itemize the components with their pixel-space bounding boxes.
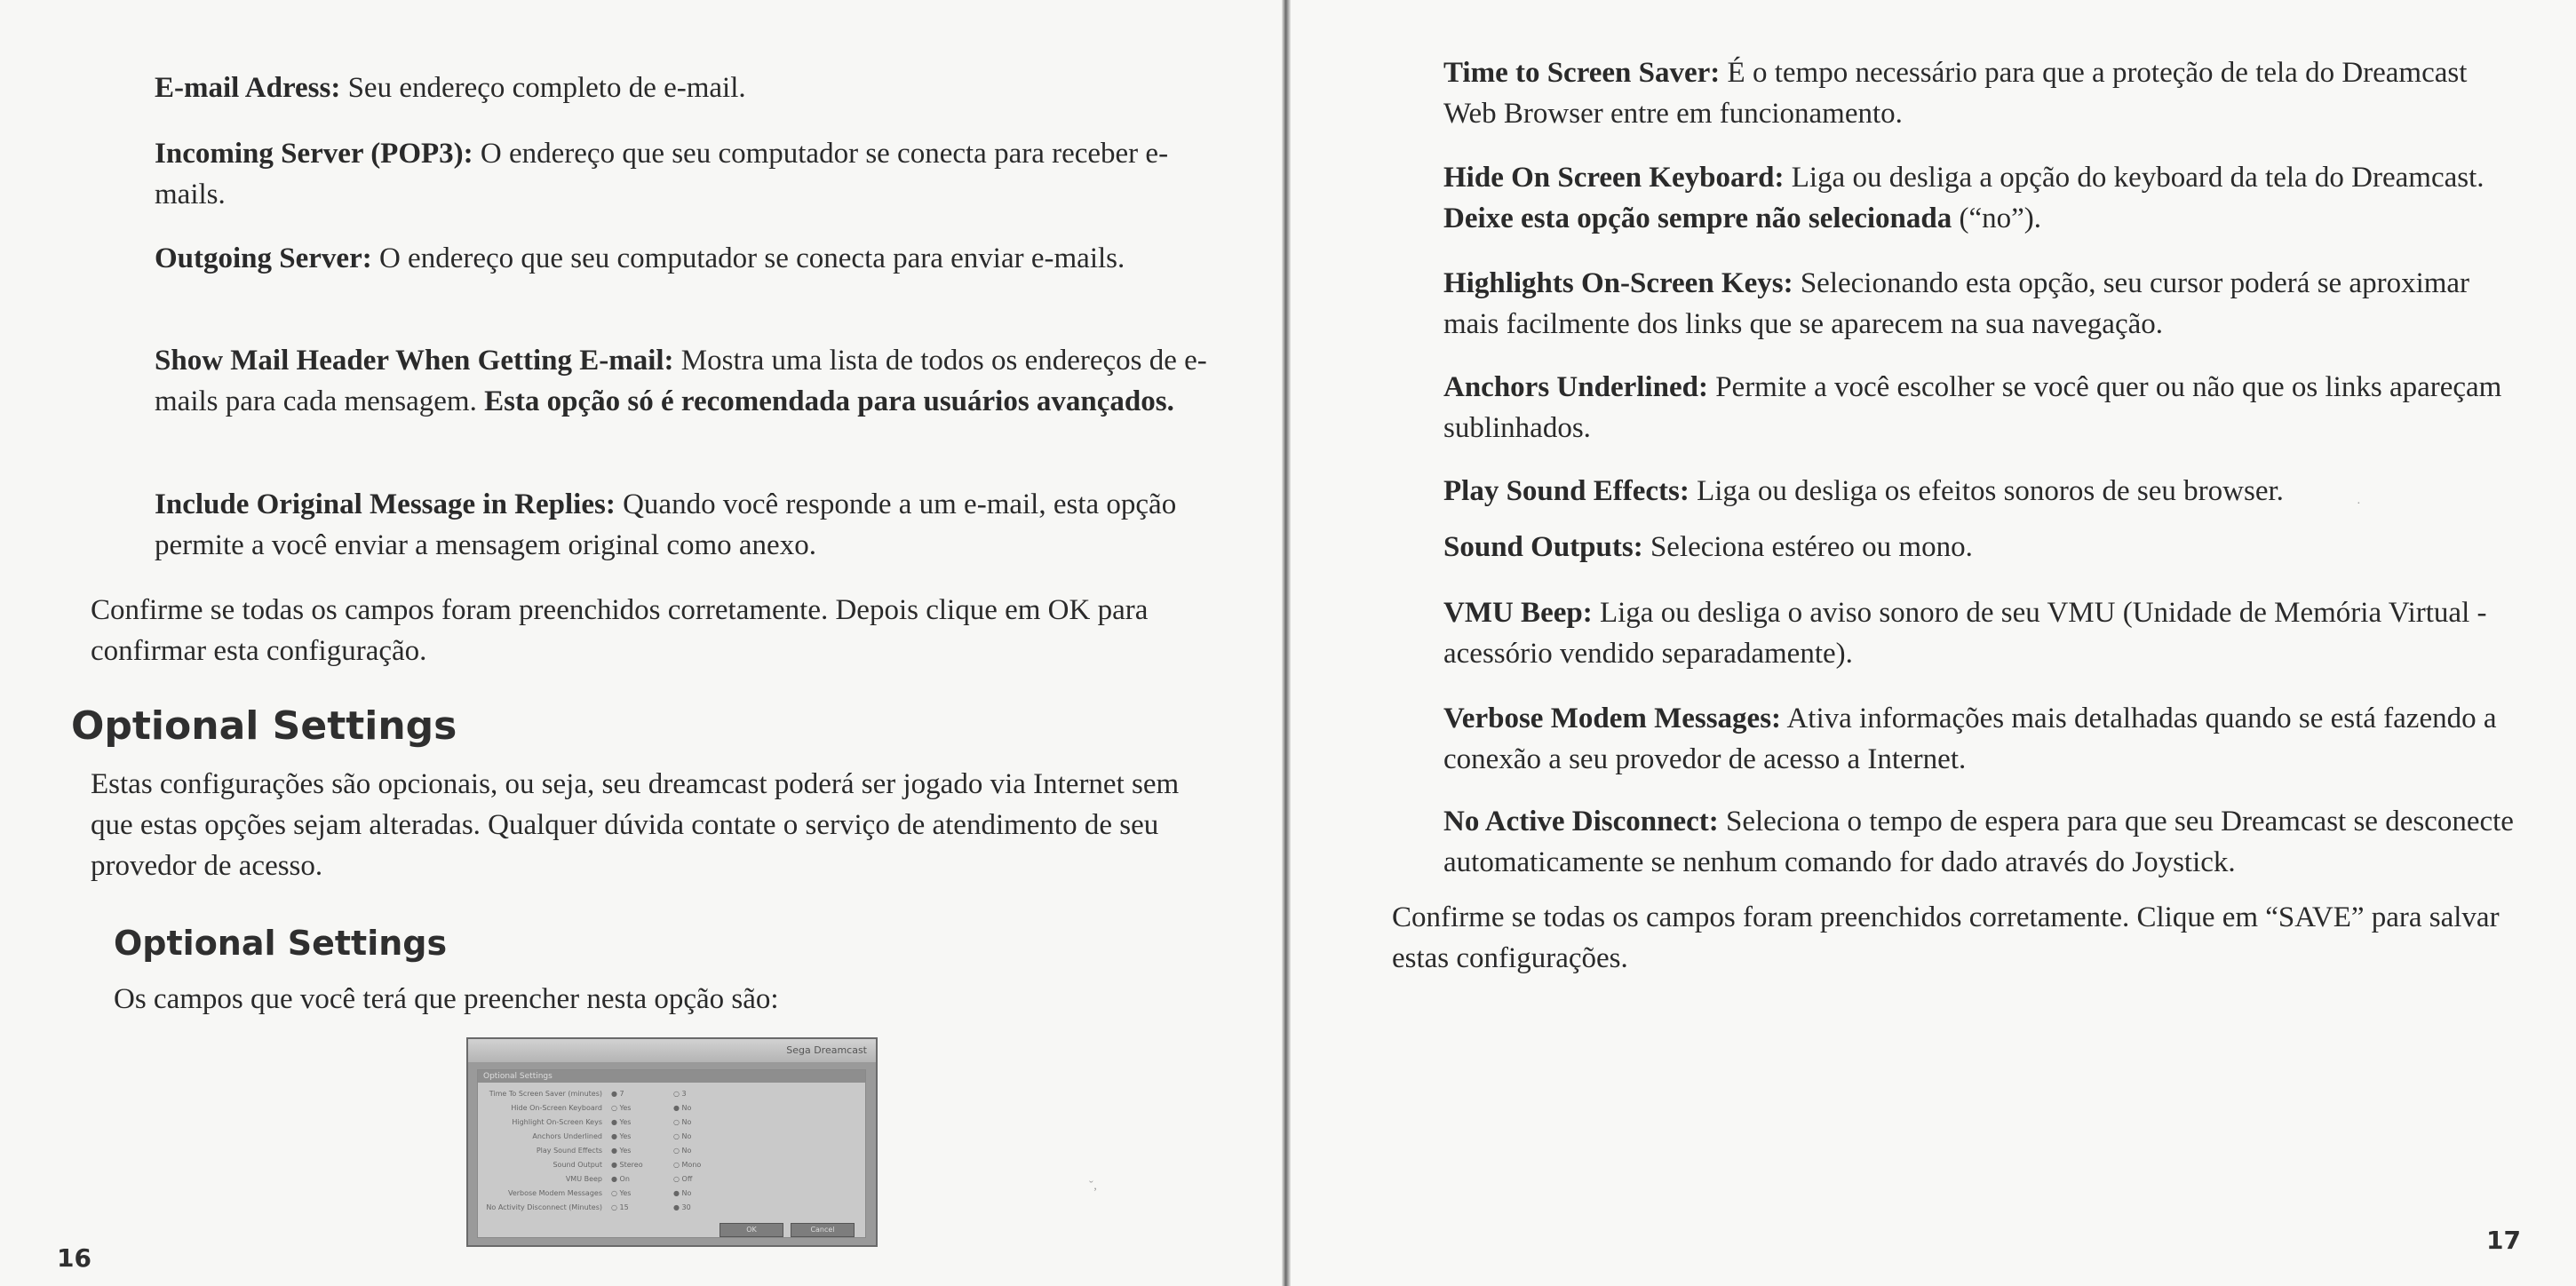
field-time-to-screen-saver xyxy=(1443,52,2509,134)
row-option-1: ● Stereo xyxy=(611,1161,643,1169)
field-term: Anchors Underlined: xyxy=(1443,371,1708,403)
row-label: Play Sound Effects xyxy=(536,1147,602,1155)
screenshot-top-bar: Sega Dreamcast xyxy=(468,1039,876,1062)
row-label: Hide On-Screen Keyboard xyxy=(511,1104,602,1112)
screenshot-row xyxy=(478,1145,865,1156)
field-desc: O endereço que seu computador se conecta para enviar e-mails. xyxy=(371,242,1125,274)
row-option-2: ○ 3 xyxy=(673,1090,687,1098)
row-label: VMU Beep xyxy=(565,1175,602,1183)
row-option-1: ● Yes xyxy=(611,1132,632,1140)
row-option-1: ○ Yes xyxy=(611,1189,632,1197)
screenshot-row xyxy=(478,1131,865,1142)
right-page xyxy=(1291,0,2576,1286)
field-sound-outputs xyxy=(1443,527,2509,568)
row-option-2: ○ Mono xyxy=(673,1161,702,1169)
screenshot-row xyxy=(478,1202,865,1213)
row-label: No Activity Disconnect (Minutes) xyxy=(486,1203,602,1211)
row-option-1: ● On xyxy=(611,1175,630,1183)
row-option-1: ○ Yes xyxy=(611,1104,632,1112)
field-term: Sound Outputs: xyxy=(1443,531,1643,563)
field-term: Show Mail Header When Getting E-mail: xyxy=(155,345,674,377)
field-desc: Quando você responde a um e-mail, esta opção permite a você enviar a mensagem original como anexo. xyxy=(155,488,1177,561)
screenshot-row xyxy=(478,1187,865,1199)
row-label: Time To Screen Saver (minutes) xyxy=(489,1090,602,1098)
field-incoming-server xyxy=(155,133,1229,215)
field-term: Time to Screen Saver: xyxy=(1443,57,1721,89)
field-outgoing-server xyxy=(155,238,1229,279)
field-desc: Ativa informações mais detalhadas quando se está fazendo a conexão a seu provedor de acesso a Internet. xyxy=(1443,703,2497,775)
page-number: 17 xyxy=(2486,1226,2521,1255)
field-warning: Deixe esta opção sempre não selecionada xyxy=(1443,202,1952,234)
row-option-1: ○ 15 xyxy=(611,1203,629,1211)
screenshot-row xyxy=(478,1173,865,1185)
optional-settings-screenshot xyxy=(466,1037,878,1247)
field-desc: Permite a você escolher se você quer ou não que os links apareçam sublinhados. xyxy=(1443,371,2502,444)
scan-speck: ˇ‚ xyxy=(1089,1179,1098,1193)
screenshot-row xyxy=(478,1116,865,1128)
field-desc: O endereço que seu computador se conecta para receber e-mails. xyxy=(155,138,1169,210)
field-desc-after: (“no”). xyxy=(1952,202,2042,234)
field-anchors-underlined xyxy=(1443,367,2509,449)
row-label: Verbose Modem Messages xyxy=(507,1189,602,1197)
screenshot-row xyxy=(478,1088,865,1099)
field-desc: Seu endereço completo de e-mail. xyxy=(340,72,746,104)
row-option-2: ● 30 xyxy=(673,1203,691,1211)
field-no-active-disconnect xyxy=(1443,801,2527,883)
field-term: E-mail Adress: xyxy=(155,72,341,104)
field-term: Highlights On-Screen Keys: xyxy=(1443,267,1793,299)
confirm-paragraph: Confirme se todas os campos foram preenchidos corretamente. Clique em “SAVE” para salvar estas configurações. xyxy=(1392,901,2500,974)
screenshot-panel-title: Optional Settings xyxy=(478,1070,865,1083)
field-term: Include Original Message in Replies: xyxy=(155,488,616,520)
row-option-2: ○ No xyxy=(673,1147,692,1155)
field-play-sound-effects xyxy=(1443,471,2509,512)
row-option-1: ● Yes xyxy=(611,1147,632,1155)
screenshot-row xyxy=(478,1159,865,1171)
section-heading: Optional Settings xyxy=(71,703,457,749)
field-desc: Liga ou desliga o aviso sonoro de seu VMU (Unidade de Memória Virtual - acessório vendido separadamente). xyxy=(1443,597,2487,670)
subsection-heading: Optional Settings xyxy=(114,924,448,963)
field-term: Hide On Screen Keyboard: xyxy=(1443,162,1785,194)
row-label: Anchors Underlined xyxy=(532,1132,602,1140)
field-hide-on-screen-keyboard xyxy=(1443,157,2509,239)
screenshot-row xyxy=(478,1102,865,1114)
field-show-mail-header xyxy=(155,340,1229,422)
row-option-1: ● Yes xyxy=(611,1118,632,1126)
field-email-address xyxy=(155,67,1229,108)
field-desc: Liga ou desliga a opção do keyboard da tela do Dreamcast. xyxy=(1784,162,2485,194)
row-option-2: ○ No xyxy=(673,1118,692,1126)
row-option-2: ● No xyxy=(673,1189,692,1197)
left-page xyxy=(0,0,1282,1286)
sub-intro: Os campos que você terá que preencher nesta opção são: xyxy=(114,983,779,1015)
screenshot-settings-panel xyxy=(477,1069,866,1238)
field-verbose-modem-messages xyxy=(1443,698,2509,780)
row-label: Highlight On-Screen Keys xyxy=(512,1118,602,1126)
field-desc: Liga ou desliga os efeitos sonoros de seu browser. xyxy=(1689,475,2284,507)
book-gutter xyxy=(1282,0,1291,1286)
row-option-2: ○ Off xyxy=(673,1175,693,1183)
field-term: No Active Disconnect: xyxy=(1443,806,1719,837)
field-term: Incoming Server (POP3): xyxy=(155,138,473,170)
confirm-paragraph: Confirme se todas os campos foram preenchidos corretamente. Depois clique em OK para confirmar esta configuração. xyxy=(91,594,1149,667)
field-warning: Esta opção só é recomendada para usuários avançados. xyxy=(484,385,1174,417)
field-include-original-message xyxy=(155,484,1229,566)
row-option-2: ● No xyxy=(673,1104,692,1112)
row-label: Sound Output xyxy=(553,1161,602,1169)
optional-intro: Estas configurações são opcionais, ou seja, seu dreamcast poderá ser jogado via Internet sem que estas opções sejam alteradas. Qualquer dúvida contate o serviço de atendimento de seu provedor de acesso. xyxy=(91,768,1180,882)
page-number: 16 xyxy=(57,1243,91,1273)
screenshot-ok-button: OK xyxy=(720,1223,783,1237)
field-term: Outgoing Server: xyxy=(155,242,372,274)
scan-speck: · xyxy=(2357,497,2361,511)
field-term: Verbose Modem Messages: xyxy=(1443,703,1782,734)
field-desc: Mostra uma lista de todos os endereços de e-mails para cada mensagem. xyxy=(155,345,1207,417)
field-desc: Selecionando esta opção, seu cursor poderá se aproximar mais facilmente dos links que se aparecem na sua navegação. xyxy=(1443,267,2470,340)
field-vmu-beep xyxy=(1443,592,2509,674)
screenshot-cancel-button: Cancel xyxy=(791,1223,855,1237)
row-option-1: ● 7 xyxy=(611,1090,624,1098)
field-highlight-on-screen-keys xyxy=(1443,263,2509,345)
field-desc: Seleciona o tempo de espera para que seu Dreamcast se desconecte automaticamente se nenhum comando for dado através do Joystick. xyxy=(1443,806,2514,878)
field-desc: É o tempo necessário para que a proteção de tela do Dreamcast Web Browser entre em funcionamento. xyxy=(1443,57,2468,130)
field-term: VMU Beep: xyxy=(1443,597,1593,629)
field-desc: Seleciona estéreo ou mono. xyxy=(1642,531,1973,563)
row-option-2: ○ No xyxy=(673,1132,692,1140)
field-term: Play Sound Effects: xyxy=(1443,475,1690,507)
